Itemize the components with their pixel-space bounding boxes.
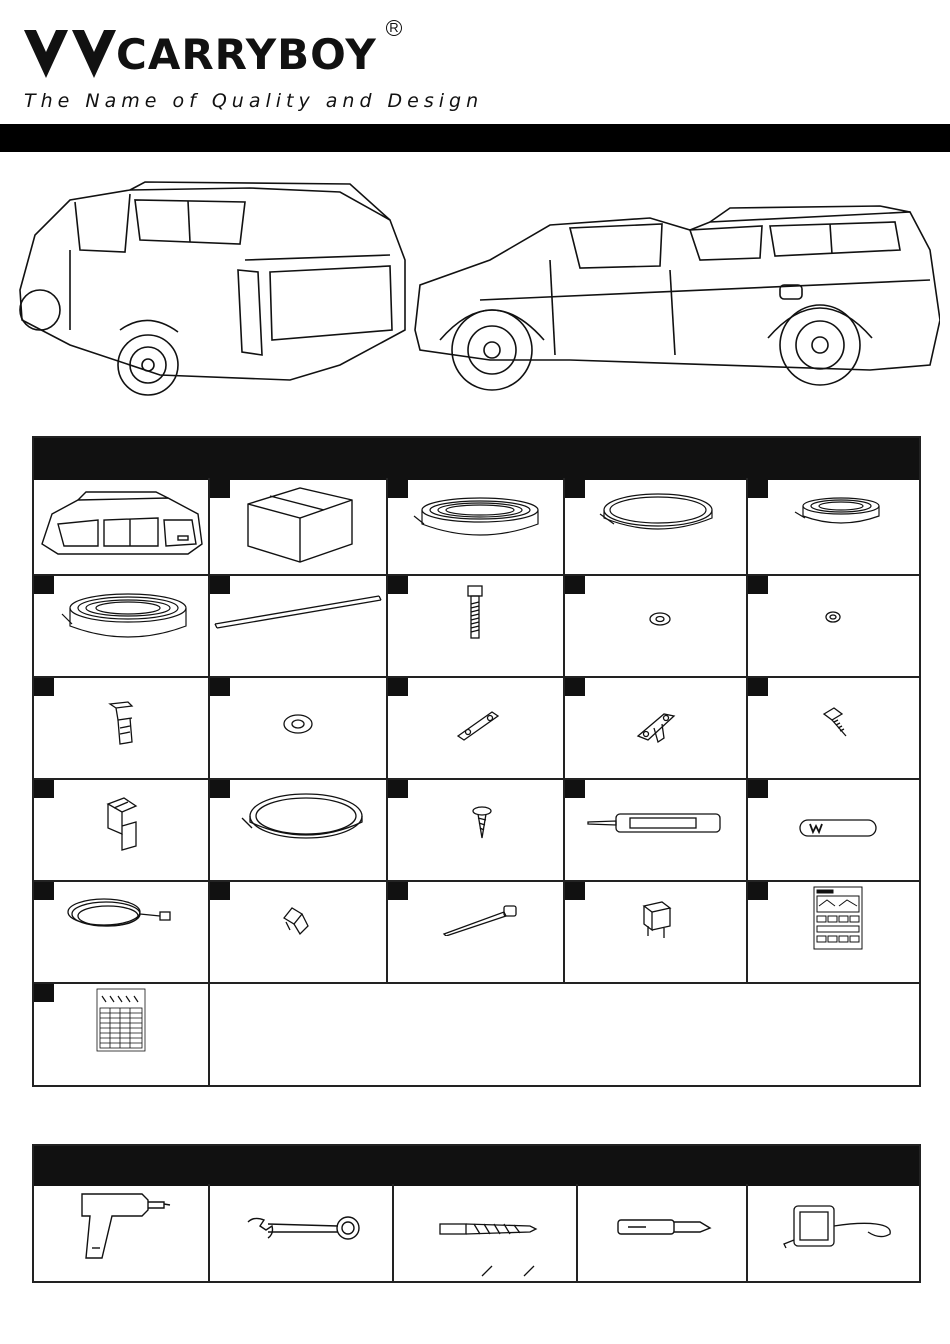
seal-roll-small-icon bbox=[793, 494, 883, 532]
hero-vehicles bbox=[10, 180, 940, 410]
part-number-tab bbox=[388, 678, 408, 696]
brand-name: CARRYBOY bbox=[116, 30, 377, 79]
rubber-strip-icon bbox=[213, 590, 383, 630]
foam-roll-icon bbox=[58, 590, 188, 646]
edge-trim-icon bbox=[236, 788, 366, 848]
tools-panel-header bbox=[34, 1146, 919, 1186]
part-number-tab bbox=[388, 882, 408, 900]
wire-clip-icon bbox=[280, 904, 314, 938]
part-number-tab bbox=[210, 678, 230, 696]
corner-clip-icon bbox=[102, 796, 140, 854]
silicone-tube-icon bbox=[586, 808, 726, 838]
part-number-tab bbox=[388, 576, 408, 594]
part-number-tab bbox=[388, 780, 408, 798]
truck-rear-three-quarter bbox=[20, 182, 405, 395]
box-icon bbox=[240, 484, 360, 566]
part-number-tab bbox=[565, 576, 585, 594]
tape-measure-icon bbox=[780, 1196, 898, 1256]
part-number-tab bbox=[34, 576, 54, 594]
carryboy-emblem-icon bbox=[22, 22, 122, 82]
part-number-tab bbox=[34, 780, 54, 798]
registered-mark: R bbox=[386, 20, 402, 36]
part-number-tab bbox=[34, 882, 54, 900]
title-bar bbox=[0, 124, 950, 152]
part-number-tab bbox=[748, 480, 768, 498]
switch-icon bbox=[640, 898, 674, 940]
part-number-tab bbox=[748, 678, 768, 696]
part-number-tab bbox=[210, 480, 230, 498]
parts-panel-header bbox=[34, 438, 919, 480]
bolt-icon bbox=[462, 584, 488, 640]
screw-washer-icon bbox=[820, 706, 852, 740]
clamp-bracket-icon bbox=[106, 700, 136, 748]
flat-washer-icon bbox=[282, 712, 314, 736]
drill-bit-icon bbox=[438, 1218, 538, 1280]
seal-roll-wide-icon bbox=[410, 494, 540, 544]
checklist-sheet-icon bbox=[96, 988, 146, 1052]
seal-roll-thin-icon bbox=[598, 490, 718, 540]
part-number-tab bbox=[34, 984, 54, 1002]
part-number-tab bbox=[748, 576, 768, 594]
small-washer-icon bbox=[824, 610, 842, 624]
badge-icon bbox=[798, 818, 878, 838]
washer-icon bbox=[648, 610, 672, 628]
wrench-icon bbox=[246, 1214, 362, 1242]
truck-side-profile bbox=[415, 206, 940, 390]
knife-icon bbox=[616, 1216, 712, 1240]
wire-harness-icon bbox=[64, 896, 174, 936]
part-number-tab bbox=[565, 780, 585, 798]
self-tap-screw-icon bbox=[470, 806, 494, 840]
tagline: The Name of Quality and Design bbox=[24, 90, 484, 112]
truck-illustrations bbox=[10, 180, 940, 410]
part-number-tab bbox=[748, 882, 768, 900]
part-number-tab bbox=[565, 480, 585, 498]
drill-icon bbox=[72, 1188, 172, 1262]
manual-icon bbox=[813, 886, 863, 950]
cable-tie-icon bbox=[442, 904, 518, 936]
part-number-tab bbox=[388, 480, 408, 498]
canopy-icon bbox=[38, 484, 204, 570]
part-number-tab bbox=[565, 678, 585, 696]
part-number-tab bbox=[210, 780, 230, 798]
part-number-tab bbox=[210, 882, 230, 900]
part-number-tab bbox=[748, 780, 768, 798]
plate-bracket-icon bbox=[454, 708, 502, 742]
part-number-tab bbox=[565, 882, 585, 900]
tab-bracket-icon bbox=[634, 706, 678, 744]
part-number-tab bbox=[34, 678, 54, 696]
